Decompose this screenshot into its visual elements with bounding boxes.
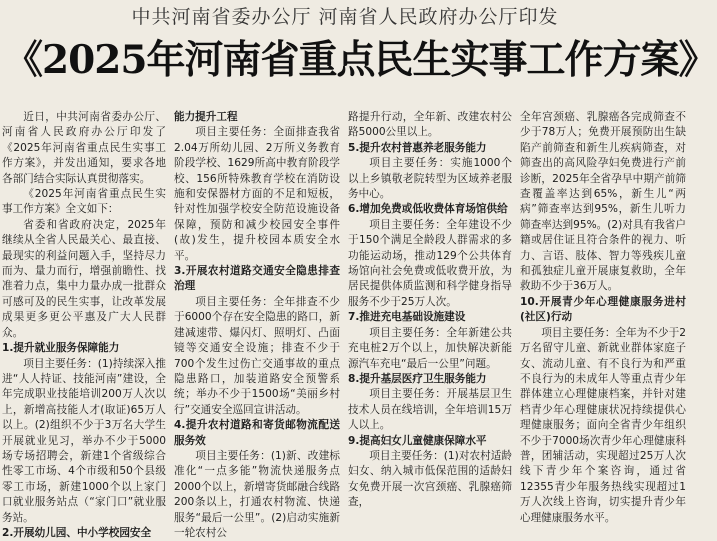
body-paragraph: 项目主要任务：实施1000个以上乡镇敬老院转型为区域养老服务中心。 (348, 157, 512, 201)
section-heading: 9.提高妇女儿童健康保障水平 (348, 434, 487, 447)
body-paragraph: 路提升行动，全年新、改建农村公路5000公里以上。 (348, 111, 512, 139)
section-heading: 6.增加免费或低收费体育场馆供给 (348, 203, 508, 216)
body-paragraph: 项目主要任务：开展基层卫生技术人员在线培训，全年培训15万人以上。 (348, 388, 512, 432)
article-body (0, 110, 690, 539)
section-heading: 2.开展幼儿园、中小学校园安全 (2, 526, 152, 539)
body-paragraph: 项目主要任务：全年为不少于2万名留守儿童、新就业群体家庭子女、流动儿童、有不良行为和严重不良行为的未成年人等重点青少年群体建立心理健康档案，并针对建档青少年心理健康状况持续提供心理健康服务；面向全省青少年组织不少于7000场次青少年心理健康科普，团辅活动，实现超过25万人次线下青少年个案咨询，通过省12355青少年服务热线实现超过1万人次线上咨询，切实提升青少年心理健康服务水平。 (520, 326, 686, 524)
column-4 (520, 110, 686, 524)
column-3 (348, 110, 512, 509)
issuer-kicker: 中共河南省委办公厅 河南省人民政府办公厅印发 (131, 6, 559, 28)
body-paragraph: 全年宫颈癌、乳腺癌各完成筛查不少于78万人；免费开展预防出生缺陷产前筛查和新生儿疾病筛查，对筛查出的高风险孕妇免费进行产前诊断，2025年全省孕早中期产前筛查覆盖率达到65%，新生儿“两病”筛查率达到95%，新生儿听力筛查率达到95%。(2)对具有我省户籍或居住证且符合条件的视力、听力、言语、肢体、智力等残疾儿童和孤独症儿童开展康复救助，全年救助不少于36万人。 (520, 111, 686, 293)
section-heading: 1.提升就业服务保障能力 (2, 342, 120, 355)
body-paragraph: 《2025年河南省重点民生实事工作方案》全文如下： (2, 188, 166, 216)
article-headline: 《2025年河南省重点民生实事工作方案》 (4, 37, 717, 83)
section-heading: 5.提升农村普惠养老服务能力 (348, 141, 487, 154)
section-heading: 10.开展青少年心理健康服务进村(社区)行动 (520, 295, 686, 324)
section-heading: 4.提升农村道路和寄货邮物流配送服务效 (174, 419, 340, 447)
body-paragraph: 项目主要任务：全年建设不少于150个满足全龄段人群需求的多功能运动场，推动129个公共体育场馆向社会免费或低收费开放，为居民提供体质监测和科学健身指导服务不少于25万人次。 (348, 218, 512, 308)
section-heading: 7.推进充电基础设施建设 (348, 311, 466, 324)
body-paragraph: 项目主要任务：全年排查不少于6000个存在安全隐患的路口，新建减速带、爆闪灯、照明灯、凸面镜等交通安全设施；排查不少于700个发生过伤亡交通事故的重点隐患路口，加装道路安全预警系统；举办不少于1500场“美丽乡村行”交通安全巡回宣讲活动。 (174, 295, 340, 416)
body-paragraph: 近日，中共河南省委办公厅、河南省人民政府办公厅印发了《2025年河南省重点民生实事工作方案》，并发出通知，要求各地各部门结合实际认真贯彻落实。 (2, 111, 166, 185)
section-heading: 能力提升工程 (174, 111, 238, 123)
body-paragraph: 项目主要任务：(1)持续深入推进“人人持证、技能河南”建设，全年完成职业技能培训200万人次以上，新增高技能人才(取证)65万人以上。(2)组织不少于3万名大学生开展就业见习，举办不少于5000场专场招聘会，新建1个省级综合性零工市场、4个市级和50个县级零工市场，新建1000个以上家门口就业服务站点（“家门口”就业服务站。 (2, 357, 166, 524)
body-paragraph: 项目主要任务：(1)新、改建标准化“一点多能”物流快递服务点2000个以上，新增寄货邮融合线路200条以上，打通农村物流、快递服务“最后一公里”。(2)启动实施新一轮农村公 (174, 449, 340, 539)
column-1 (2, 110, 166, 539)
body-paragraph: 项目主要任务：全面排查我省2.04万所幼儿园、2万所义务教育阶段学校、1629所高中教育阶段学校、156所特殊教育学校在消防设施和安保器材方面的不足和短板，针对性加强学校安全防范设施设备保障，预防和减少校园安全事件(故)发生，提升校园本质安全水平。 (174, 126, 340, 262)
section-heading: 8.提升基层医疗卫生服务能力 (348, 372, 487, 385)
body-paragraph: 项目主要任务：(1)对农村适龄妇女、纳入城市低保范围的适龄妇女免费开展一次宫颈癌、乳腺癌筛查， (348, 449, 512, 509)
body-paragraph: 省委和省政府决定，2025年继续从全省人民最关心、最直接、最现实的利益问题入手，坚持尽力而为、量力而行，增强前瞻性、找准着力点，集中力量办成一批群众可感可及的民生实事，让改革发展成果更多更公平惠及广大人民群众。 (2, 218, 166, 339)
body-paragraph: 项目主要任务：全年新建公共充电桩2万个以上，加快解决新能源汽车充电“最后一公里”问题。 (348, 326, 512, 370)
section-heading: 3.开展农村道路交通安全隐患排查治理 (174, 265, 340, 293)
column-2 (174, 110, 340, 539)
article-header (0, 0, 717, 96)
